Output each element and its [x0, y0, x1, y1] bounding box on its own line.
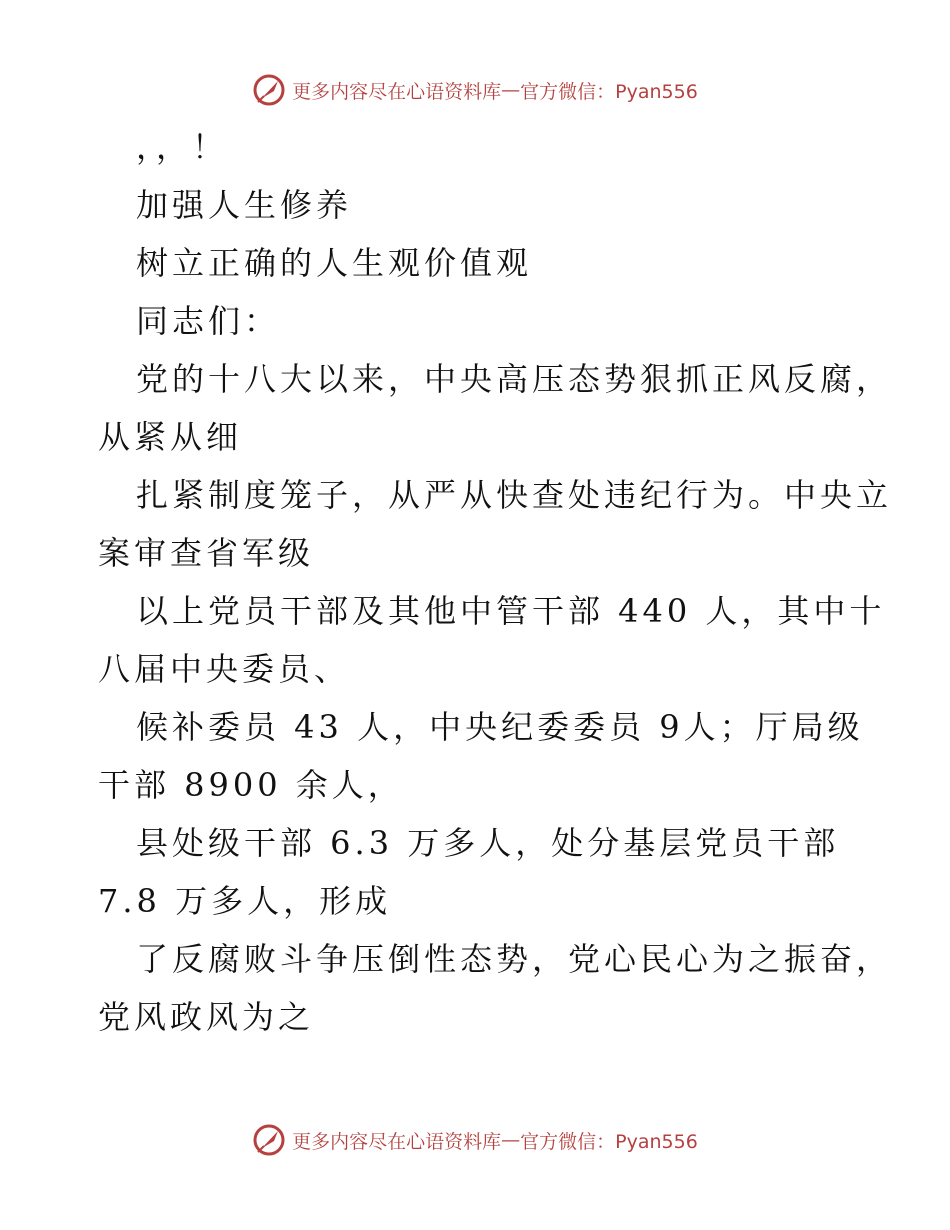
- quill-logo-icon: [252, 1123, 286, 1157]
- doc-line: ，，！: [136, 128, 229, 166]
- doc-line: 以上党员干部及其他中管干部 440 人，其中十: [136, 592, 886, 630]
- header-banner: [0, 70, 950, 110]
- doc-line: 同志们：: [136, 302, 281, 340]
- doc-line: 候补委员 43 人，中央纪委委员 9人；厅局级: [136, 708, 864, 746]
- header-wechat-text: 官方微信：Pyan556: [520, 80, 698, 103]
- footer-brand-text: 更多内容尽在心语资料库: [292, 1130, 502, 1153]
- doc-line: 扎紧制度笼子，从严从快查处违纪行为。中央立: [136, 476, 893, 514]
- doc-line: 干部 8900 余人，: [98, 766, 404, 804]
- header-separator: —: [501, 79, 521, 101]
- footer-wechat-text: 官方微信：Pyan556: [520, 1130, 698, 1153]
- doc-line: 县处级干部 6.3 万多人，处分基层党员干部: [136, 824, 840, 862]
- footer-separator: —: [501, 1129, 521, 1151]
- doc-line: 加强人生修养: [136, 186, 353, 224]
- doc-line: 案审查省军级: [98, 534, 315, 572]
- doc-line: 7.8 万多人，形成: [98, 882, 392, 920]
- doc-line: 树立正确的人生观价值观: [136, 244, 533, 282]
- doc-line: 从紧从细: [98, 418, 243, 456]
- doc-line: 党风政风为之: [98, 998, 315, 1036]
- document-body: [98, 118, 893, 1046]
- doc-line: 八届中央委员、: [98, 650, 351, 688]
- header-brand-text: 更多内容尽在心语资料库: [292, 80, 502, 103]
- quill-logo-icon: [252, 73, 286, 107]
- footer-banner: [0, 1120, 950, 1160]
- doc-line: 了反腐败斗争压倒性态势，党心民心为之振奋，: [136, 940, 893, 978]
- doc-line: 党的十八大以来，中央高压态势狠抓正风反腐，: [136, 360, 893, 398]
